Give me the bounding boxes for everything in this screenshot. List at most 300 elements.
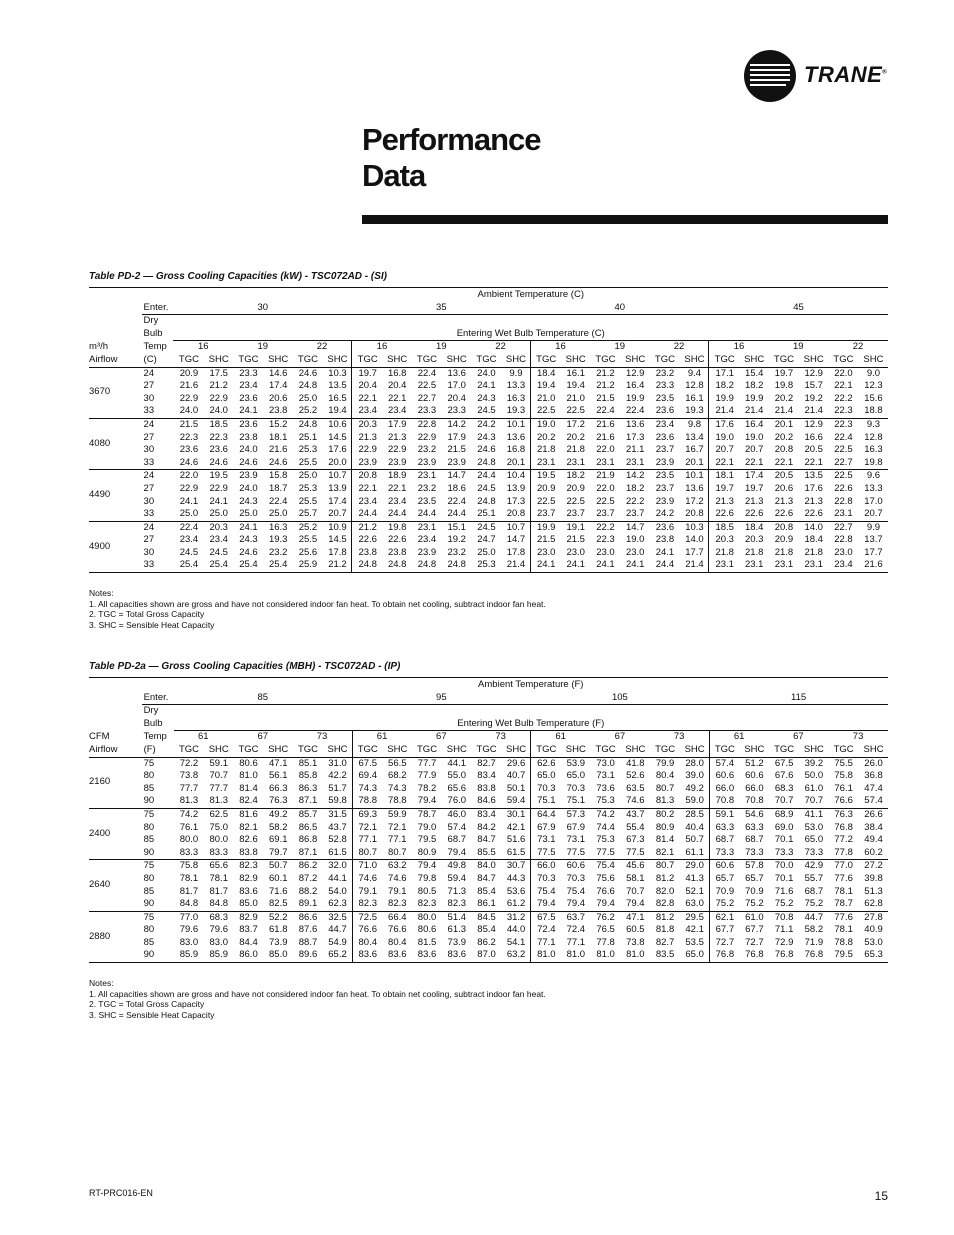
capacity-value: 67.7 — [715, 924, 735, 936]
shc-header: SHC — [383, 744, 412, 757]
capacity-value: 17.0 — [447, 380, 466, 392]
table-row — [89, 559, 888, 572]
capacity-value: 73.1 — [596, 770, 615, 782]
capacity-value: 82.8 — [650, 898, 681, 911]
capacity-value: 23.7 — [621, 508, 650, 521]
capacity-value: 57.4 — [447, 821, 467, 833]
dry-bulb-value: 80 — [143, 821, 155, 833]
capacity-value: 79.1 — [388, 885, 407, 897]
dry-bulb-value: 85 — [143, 885, 155, 897]
capacity-value: 62.8 — [859, 898, 888, 911]
capacity-value: 23.8 — [387, 546, 407, 558]
airflow-unit-label: m³/h — [89, 341, 108, 353]
capacity-value: 23.9 — [352, 457, 383, 470]
capacity-value: 70.3 — [566, 872, 586, 884]
table-row — [89, 405, 888, 418]
shc-header: SHC — [799, 354, 828, 367]
capacity-value: 23.9 — [649, 457, 680, 470]
capacity-value: 18.1 — [268, 431, 288, 443]
capacity-value: 60.6 — [566, 860, 586, 872]
capacity-value: 22.5 — [596, 495, 615, 507]
capacity-value: 23.9 — [239, 470, 258, 482]
capacity-value: 73.1 — [566, 834, 586, 846]
temp-unit-label: (C) — [142, 354, 174, 367]
capacity-value: 83.6 — [443, 949, 472, 962]
header-spacer — [174, 705, 888, 718]
capacity-value: 10.7 — [323, 470, 352, 483]
capacity-value: 25.9 — [292, 559, 323, 572]
capacity-value: 24.3 — [239, 534, 258, 546]
capacity-value: 82.3 — [383, 898, 412, 911]
capacity-value: 76.5 — [596, 924, 615, 936]
capacity-value: 22.2 — [596, 521, 615, 533]
capacity-value: 77.0 — [179, 911, 199, 923]
capacity-value: 68.7 — [745, 834, 764, 846]
capacity-value: 24.8 — [383, 559, 412, 572]
capacity-value: 83.3 — [174, 847, 205, 860]
capacity-value: 79.4 — [412, 795, 443, 808]
capacity-value: 59.9 — [388, 808, 407, 820]
capacity-value: 9.9 — [502, 367, 531, 380]
tgc-header: TGC — [293, 744, 324, 757]
capacity-value: 43.7 — [626, 808, 645, 820]
capacity-value: 31.0 — [323, 757, 352, 770]
capacity-value: 52.2 — [269, 911, 288, 923]
capacity-value: 82.0 — [655, 885, 675, 897]
capacity-value: 22.6 — [799, 508, 828, 521]
capacity-value: 17.8 — [323, 547, 352, 560]
capacity-value: 77.1 — [537, 936, 556, 948]
capacity-value: 9.3 — [866, 418, 881, 430]
ambient-value-30: 30 — [173, 302, 352, 315]
capacity-value: 23.7 — [530, 508, 561, 521]
capacity-value: 81.0 — [590, 949, 621, 962]
capacity-value: 24.3 — [477, 431, 496, 443]
capacity-value: 23.4 — [417, 534, 437, 546]
capacity-value: 23.1 — [740, 559, 769, 572]
capacity-value: 60.6 — [745, 770, 764, 782]
dry-label: Dry — [143, 705, 159, 717]
capacity-value: 23.7 — [561, 508, 590, 521]
capacity-value: 67.7 — [745, 924, 764, 936]
capacity-value: 22.4 — [590, 405, 621, 418]
capacity-value: 21.5 — [566, 534, 585, 546]
capacity-value: 25.5 — [292, 457, 323, 470]
capacity-value: 81.7 — [179, 885, 199, 897]
trane-wordmark: TRANE® — [804, 62, 888, 87]
capacity-value: 73.8 — [179, 770, 199, 782]
capacity-value: 71.1 — [774, 924, 794, 936]
capacity-value: 78.8 — [834, 936, 853, 948]
capacity-value: 77.0 — [834, 860, 853, 872]
note-line: Notes: — [89, 588, 114, 598]
header-spacer — [89, 705, 142, 718]
capacity-value: 21.8 — [774, 546, 794, 558]
capacity-value: 22.5 — [417, 380, 437, 392]
capacity-value: 72.4 — [566, 924, 586, 936]
shc-header: SHC — [800, 744, 829, 757]
capacity-value: 88.2 — [298, 885, 318, 897]
capacity-value: 18.4 — [744, 521, 764, 533]
capacity-value: 85.1 — [298, 757, 318, 769]
capacity-value: 77.6 — [834, 872, 853, 884]
tgc-header: TGC — [292, 354, 323, 367]
capacity-value: 23.1 — [768, 559, 799, 572]
capacity-value: 64.4 — [537, 808, 556, 820]
capacity-value: 10.3 — [680, 521, 709, 534]
capacity-value: 25.7 — [292, 508, 323, 521]
table-pd2a-notes — [89, 978, 546, 1020]
capacity-value: 13.5 — [323, 380, 352, 393]
capacity-value: 74.2 — [596, 808, 615, 820]
capacity-value: 14.7 — [625, 521, 645, 533]
capacity-value: 22.2 — [625, 495, 645, 507]
dry-bulb-value: 33 — [142, 508, 174, 521]
capacity-value: 24.8 — [477, 495, 496, 507]
capacity-value: 76.0 — [443, 795, 472, 808]
capacity-value: 23.9 — [383, 457, 412, 470]
capacity-value: 25.4 — [173, 559, 204, 572]
capacity-value: 22.1 — [768, 457, 799, 470]
capacity-value: 15.2 — [268, 418, 288, 430]
capacity-value: 14.7 — [447, 470, 466, 482]
airflow-value: 2640 — [89, 860, 142, 911]
capacity-value: 24.1 — [621, 559, 650, 572]
capacity-value: 17.5 — [209, 367, 228, 379]
capacity-value: 63.2 — [502, 949, 531, 962]
capacity-value: 71.9 — [804, 936, 824, 948]
capacity-value: 18.2 — [625, 482, 645, 494]
header-spacer — [89, 328, 142, 341]
capacity-value: 79.6 — [209, 924, 228, 936]
capacity-value: 23.2 — [417, 482, 437, 494]
capacity-value: 23.8 — [239, 431, 258, 443]
capacity-value: 22.4 — [417, 367, 437, 379]
capacity-value: 24.5 — [179, 546, 199, 558]
capacity-value: 25.2 — [298, 521, 318, 533]
table-row — [89, 367, 888, 380]
capacity-value: 86.1 — [471, 898, 502, 911]
ewb-value-19: 19 — [257, 341, 269, 353]
dry-bulb-value: 85 — [143, 834, 155, 846]
capacity-value: 51.7 — [323, 783, 352, 796]
capacity-value: 20.4 — [387, 380, 407, 392]
capacity-value: 19.3 — [268, 534, 288, 546]
capacity-value: 82.7 — [477, 757, 496, 769]
capacity-value: 76.8 — [709, 949, 740, 962]
capacity-value: 20.3 — [358, 418, 377, 430]
ambient-value-105: 105 — [531, 692, 710, 705]
capacity-value: 62.5 — [209, 808, 228, 820]
note-line: 2. TGC = Total Gross Capacity — [89, 999, 205, 1010]
capacity-value: 61.3 — [447, 924, 467, 936]
capacity-value: 20.4 — [447, 392, 466, 404]
capacity-value: 80.7 — [352, 847, 383, 860]
capacity-value: 20.7 — [715, 444, 734, 456]
capacity-value: 25.0 — [298, 392, 318, 404]
capacity-value: 78.1 — [179, 872, 199, 884]
capacity-value: 75.4 — [596, 860, 615, 872]
tgc-header: TGC — [768, 354, 799, 367]
capacity-value: 24.6 — [239, 546, 258, 558]
capacity-value: 66.3 — [269, 782, 288, 794]
capacity-value: 24.6 — [298, 367, 318, 379]
capacity-value: 18.4 — [536, 367, 556, 379]
capacity-value: 22.0 — [596, 482, 615, 494]
capacity-value: 15.1 — [447, 521, 466, 533]
capacity-value: 80.4 — [655, 770, 675, 782]
ambient-value-35: 35 — [352, 302, 531, 315]
capacity-value: 65.7 — [745, 872, 764, 884]
tgc-header: TGC — [233, 744, 264, 757]
capacity-value: 20.5 — [774, 470, 794, 482]
tgc-header: TGC — [828, 354, 859, 367]
ambient-value-95: 95 — [352, 692, 531, 705]
entering-wet-bulb-header: Entering Wet Bulb Temperature (C) — [173, 328, 888, 341]
capacity-value: 23.7 — [655, 482, 675, 494]
capacity-value: 22.7 — [828, 457, 859, 470]
capacity-value: 21.5 — [179, 418, 199, 430]
capacity-value: 77.8 — [596, 936, 615, 948]
capacity-value: 47.4 — [864, 782, 883, 794]
capacity-value: 22.5 — [536, 495, 556, 507]
table-row — [89, 534, 888, 547]
capacity-value: 24.4 — [383, 508, 412, 521]
capacity-value: 24.4 — [477, 470, 496, 482]
capacity-value: 24.1 — [233, 405, 264, 418]
tgc-header: TGC — [531, 744, 562, 757]
capacity-value: 25.0 — [204, 508, 233, 521]
capacity-value: 23.2 — [417, 444, 437, 456]
capacity-value: 82.6 — [239, 834, 258, 846]
capacity-value: 82.5 — [264, 898, 293, 911]
capacity-value: 23.8 — [655, 534, 675, 546]
capacity-value: 13.3 — [502, 380, 531, 393]
capacity-value: 22.6 — [358, 534, 377, 546]
dry-bulb-value: 24 — [143, 521, 155, 533]
capacity-value: 25.1 — [471, 508, 502, 521]
capacity-value: 20.1 — [774, 418, 794, 430]
capacity-value: 44.1 — [323, 873, 352, 886]
capacity-value: 19.7 — [358, 367, 377, 379]
capacity-value: 22.2 — [834, 392, 853, 404]
capacity-value: 15.7 — [804, 380, 823, 392]
capacity-value: 24.6 — [173, 457, 204, 470]
capacity-value: 59.1 — [715, 808, 735, 820]
capacity-value: 65.2 — [323, 949, 352, 962]
capacity-value: 22.5 — [834, 470, 853, 482]
table-row — [89, 924, 888, 937]
bulb-label: Bulb — [143, 718, 163, 730]
capacity-value: 66.0 — [745, 782, 764, 794]
capacity-value: 10.9 — [323, 521, 352, 534]
capacity-value: 68.2 — [388, 770, 407, 782]
capacity-value: 25.2 — [292, 405, 323, 418]
capacity-value: 17.6 — [715, 418, 734, 430]
capacity-value: 22.6 — [740, 508, 769, 521]
capacity-value: 61.5 — [323, 847, 352, 860]
capacity-value: 23.9 — [655, 495, 675, 507]
capacity-value: 21.3 — [804, 495, 823, 507]
capacity-value: 14.7 — [502, 534, 531, 547]
header-spacer — [89, 718, 142, 731]
bulb-label: Bulb — [143, 328, 163, 340]
shc-header: SHC — [740, 744, 769, 757]
capacity-value: 22.7 — [834, 521, 853, 533]
shc-header: SHC — [204, 744, 233, 757]
capacity-value: 23.4 — [655, 418, 675, 430]
capacity-value: 23.3 — [411, 405, 442, 418]
capacity-value: 70.7 — [209, 770, 228, 782]
capacity-value: 82.3 — [239, 860, 258, 872]
capacity-value: 87.6 — [298, 924, 318, 936]
capacity-value: 66.0 — [537, 860, 556, 872]
capacity-value: 49.8 — [447, 860, 467, 872]
capacity-value: 20.8 — [502, 508, 531, 521]
capacity-value: 18.5 — [715, 521, 734, 533]
capacity-value: 23.8 — [264, 405, 293, 418]
capacity-value: 16.3 — [502, 393, 531, 406]
capacity-value: 25.4 — [264, 559, 293, 572]
capacity-value: 60.6 — [715, 770, 735, 782]
capacity-value: 21.8 — [566, 444, 585, 456]
capacity-value: 73.3 — [709, 847, 740, 860]
capacity-value: 9.8 — [680, 418, 709, 431]
table-row — [89, 808, 888, 821]
capacity-value: 22.8 — [834, 495, 853, 507]
capacity-value: 29.6 — [502, 757, 531, 770]
capacity-value: 83.4 — [477, 808, 496, 820]
shc-header: SHC — [680, 354, 709, 367]
capacity-value: 17.3 — [625, 431, 645, 443]
capacity-value: 70.9 — [715, 885, 735, 897]
shc-header: SHC — [323, 354, 352, 367]
capacity-value: 18.5 — [209, 418, 228, 430]
capacity-value: 67.5 — [358, 757, 378, 769]
capacity-value: 52.1 — [681, 886, 710, 899]
capacity-value: 28.0 — [681, 757, 710, 770]
airflow-label: Airflow — [89, 744, 142, 757]
capacity-value: 63.0 — [681, 898, 710, 911]
capacity-value: 83.7 — [239, 924, 258, 936]
capacity-value: 44.7 — [804, 911, 824, 923]
table-row — [89, 496, 888, 509]
capacity-value: 23.0 — [566, 546, 585, 558]
capacity-value: 21.4 — [502, 559, 531, 572]
capacity-value: 79.5 — [417, 834, 437, 846]
dry-bulb-value: 90 — [142, 847, 174, 860]
capacity-value: 53.9 — [566, 757, 586, 769]
capacity-value: 18.2 — [715, 380, 734, 392]
capacity-value: 19.0 — [715, 431, 734, 443]
capacity-value: 70.3 — [537, 872, 556, 884]
capacity-value: 67.5 — [774, 757, 794, 769]
capacity-value: 20.3 — [715, 534, 734, 546]
capacity-value: 21.0 — [536, 392, 556, 404]
capacity-value: 24.8 — [411, 559, 442, 572]
capacity-value: 63.3 — [745, 821, 764, 833]
capacity-value: 20.8 — [358, 470, 377, 482]
capacity-value: 70.1 — [774, 872, 794, 884]
capacity-value: 72.4 — [537, 924, 556, 936]
table-row — [89, 847, 888, 860]
capacity-value: 85.8 — [298, 770, 318, 782]
capacity-value: 82.9 — [239, 872, 258, 884]
capacity-value: 56.5 — [388, 757, 407, 769]
capacity-value: 19.5 — [536, 470, 556, 482]
capacity-value: 25.3 — [298, 444, 318, 456]
capacity-value: 61.0 — [745, 911, 764, 923]
capacity-value: 23.2 — [268, 546, 288, 558]
capacity-value: 25.3 — [471, 559, 502, 572]
capacity-value: 76.2 — [596, 911, 615, 923]
ambient-value-40: 40 — [530, 302, 709, 315]
capacity-value: 13.6 — [502, 432, 531, 445]
capacity-value: 77.8 — [828, 847, 859, 860]
capacity-value: 18.9 — [387, 470, 407, 482]
note-line: 1. All capacities shown are gross and have not considered indoor fan heat. To obtain net cooling, subtract indoor fan heat. — [89, 988, 546, 999]
ewb-value-19: 19 — [614, 341, 626, 353]
capacity-value: 23.1 — [530, 457, 561, 470]
capacity-value: 22.0 — [179, 470, 199, 482]
capacity-value: 61.2 — [502, 898, 531, 911]
shc-header: SHC — [323, 744, 352, 757]
capacity-value: 10.7 — [502, 521, 531, 534]
capacity-value: 23.5 — [655, 470, 675, 482]
table-row — [89, 757, 888, 770]
capacity-value: 86.0 — [233, 949, 264, 962]
capacity-value: 76.6 — [388, 924, 407, 936]
capacity-value: 79.1 — [358, 885, 378, 897]
ewb-value-61: 61 — [555, 731, 566, 743]
capacity-value: 23.9 — [411, 457, 442, 470]
note-line: 2. TGC = Total Gross Capacity — [89, 609, 205, 620]
capacity-value: 79.4 — [531, 898, 562, 911]
dry-bulb-value: 27 — [143, 534, 155, 546]
capacity-value: 60.2 — [859, 847, 888, 860]
capacity-value: 53.0 — [864, 936, 883, 948]
shc-header: SHC — [264, 354, 293, 367]
capacity-value: 21.1 — [625, 444, 645, 456]
capacity-value: 23.0 — [596, 546, 615, 558]
capacity-value: 62.6 — [537, 757, 556, 769]
airflow-value: 2880 — [89, 911, 142, 962]
capacity-value: 83.0 — [209, 936, 228, 948]
capacity-value: 13.7 — [864, 534, 883, 546]
capacity-value: 75.8 — [834, 770, 853, 782]
capacity-value: 55.7 — [804, 872, 824, 884]
capacity-value: 49.4 — [864, 834, 883, 846]
capacity-value: 19.8 — [774, 380, 794, 392]
airflow-label: Airflow — [89, 354, 142, 367]
table-row — [89, 380, 888, 393]
tgc-header: TGC — [411, 354, 442, 367]
capacity-value: 13.6 — [680, 483, 709, 496]
capacity-value: 20.1 — [502, 457, 531, 470]
capacity-value: 22.1 — [387, 392, 407, 404]
capacity-value: 83.0 — [179, 936, 199, 948]
capacity-value: 19.0 — [744, 431, 764, 443]
dry-bulb-value: 85 — [143, 936, 155, 948]
capacity-value: 22.4 — [621, 405, 650, 418]
table-row — [89, 795, 888, 808]
capacity-value: 54.1 — [502, 937, 531, 950]
capacity-value: 22.0 — [596, 444, 615, 456]
capacity-value: 23.6 — [179, 444, 199, 456]
capacity-value: 67.3 — [626, 834, 645, 846]
capacity-value: 24.1 — [477, 380, 496, 392]
capacity-value: 22.4 — [447, 495, 466, 507]
